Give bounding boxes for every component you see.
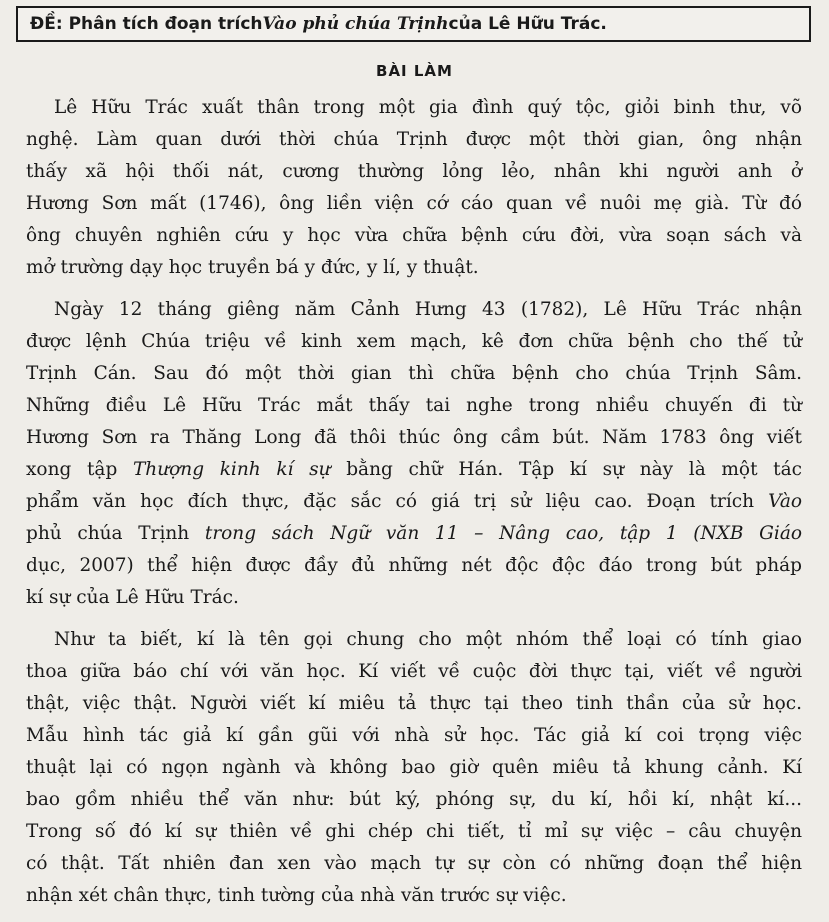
text-line: phủ chúa Trịnh trong sách Ngữ văn 11 – Nâng cao, tập 1 (NXB Giáo — [26, 523, 802, 544]
text-line: bao gồm nhiều thể văn như: bút ký, phóng sự, du kí, hồi kí, nhật kí... — [26, 789, 802, 810]
essay-body — [26, 92, 802, 922]
text-line: thoa giữa báo chí với văn học. Kí viết về cuộc đời thực tại, viết về người — [26, 661, 802, 682]
text-line: Trịnh Cán. Sau đó một thời gian thì chữa bệnh cho chúa Trịnh Sâm. — [26, 363, 802, 384]
text-line: mở trường dạy học truyền bá y đức, y lí, y thuật. — [26, 257, 479, 278]
topic-suffix: của Lê Hữu Trác. — [448, 14, 607, 34]
text-line: Hương Sơn ra Thăng Long đã thôi thúc ông cầm bút. Năm 1783 ông viết — [26, 427, 802, 448]
text-line: Như ta biết, kí là tên gọi chung cho một nhóm thể loại có tính giao — [54, 629, 802, 650]
text-line: kí sự của Lê Hữu Trác. — [26, 587, 239, 608]
text-line: phẩm văn học đích thực, đặc sắc có giá trị sử liệu cao. Đoạn trích Vào — [26, 491, 802, 512]
text-line: Lê Hữu Trác xuất thân trong một gia đình quý tộc, giỏi binh thư, võ — [54, 97, 802, 118]
text-line: ông chuyên nghiên cứu y học vừa chữa bệnh cứu đời, vừa soạn sách và — [26, 225, 802, 246]
text-line: Mẫu hình tác giả kí gần gũi với nhà sử học. Tác giả kí coi trọng việc — [26, 725, 802, 746]
text-line: thật, việc thật. Người viết kí miêu tả thực tại theo tinh thần của sử học. — [26, 693, 802, 714]
text-line: được lệnh Chúa triệu về kinh xem mạch, kê đơn chữa bệnh cho thế tử — [26, 331, 802, 352]
paragraph — [26, 624, 802, 912]
text-line: Hương Sơn mất (1746), ông liền viện cớ cáo quan về nuôi mẹ già. Từ đó — [26, 193, 802, 214]
text-line: Ngày 12 tháng giêng năm Cảnh Hưng 43 (1782), Lê Hữu Trác nhận — [54, 299, 802, 320]
text-line: thuật lại có ngọn ngành và không bao giờ quên miêu tả khung cảnh. Kí — [26, 757, 802, 778]
paragraph — [26, 294, 802, 614]
text-line: nghệ. Làm quan dưới thời chúa Trịnh được một thời gian, ông nhận — [26, 129, 802, 150]
text-line: có thật. Tất nhiên đan xen vào mạch tự sự còn có những đoạn thể hiện — [26, 853, 802, 874]
topic-prefix: ĐỀ: Phân tích đoạn trích — [30, 14, 263, 34]
topic-work-title: Vào phủ chúa Trịnh — [262, 14, 449, 34]
text-line: Những điều Lê Hữu Trác mắt thấy tai nghe trong nhiều chuyến đi từ — [26, 395, 802, 416]
essay-heading: BÀI LÀM — [376, 62, 453, 80]
paragraph — [26, 92, 802, 284]
text-line: thấy xã hội thối nát, cương thường lỏng lẻo, nhân khi người anh ở — [26, 161, 802, 182]
text-line: nhận xét chân thực, tinh tường của nhà văn trước sự việc. — [26, 885, 567, 906]
text-line: xong tập Thượng kinh kí sự bằng chữ Hán. Tập kí sự này là một tác — [26, 459, 802, 480]
text-line: dục, 2007) thể hiện được đầy đủ những nét độc độc đáo trong bút pháp — [26, 555, 802, 576]
topic-box — [16, 6, 811, 42]
text-line: Trong số đó kí sự thiên về ghi chép chi tiết, tỉ mỉ sự việc – câu chuyện — [26, 821, 802, 842]
